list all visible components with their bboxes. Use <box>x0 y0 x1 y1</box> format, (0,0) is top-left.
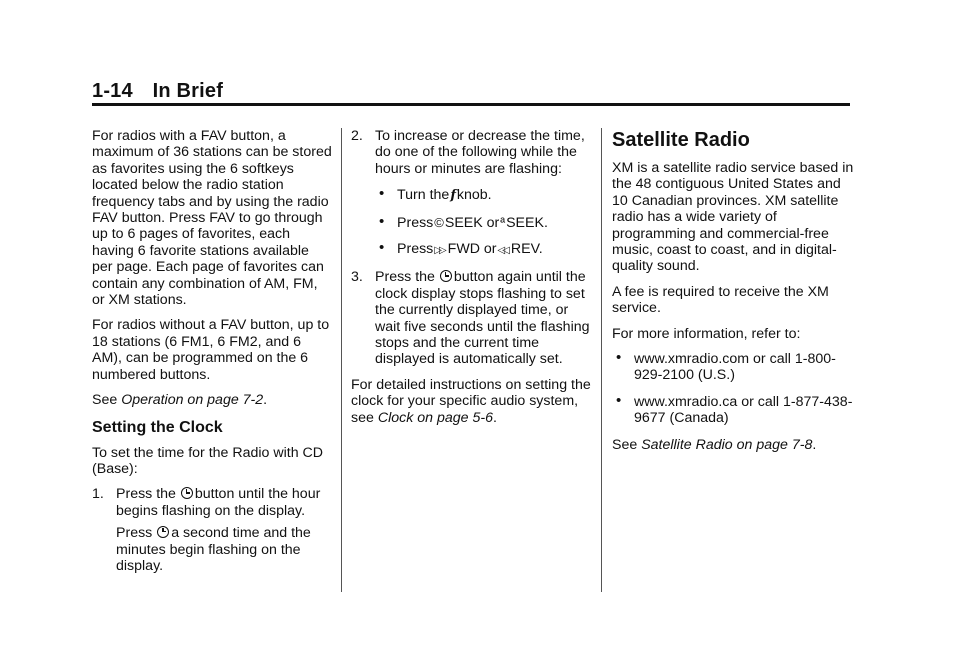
paragraph-fav-button: For radios with a FAV button, a maximum of 36 stations can be stored as favorites using the 6 softkeys located below the radio station frequency tabs and by using the radio FAV button. Press FAV to go through up to 6 pages of favorites, each having 6 favorite stations available per page. Each page of favorites can contain any combination of AM, FM, or XM stations. <box>92 128 332 309</box>
paragraph-detailed-instructions: For detailed instructions on setting the clock for your specific audio system, see Clock on page 5-6. <box>351 376 591 426</box>
header-rule <box>92 103 850 106</box>
column-divider <box>601 128 602 592</box>
seek-back-icon: ª <box>500 214 506 230</box>
step-number: 2. <box>351 128 363 144</box>
step-number: 3. <box>351 269 363 286</box>
bullet-xm-us: • www.xmradio.com or call 1-800-929-2100 (U.S.) <box>616 349 836 384</box>
see-satellite-ref: See Satellite Radio on page 7-8. <box>612 436 817 453</box>
section-heading-setting-clock: Setting the Clock <box>92 418 223 436</box>
bullet-fwd-rev: • Press▷▷ FWD or◁◁ REV. <box>375 241 591 259</box>
page-title: In Brief <box>152 80 224 102</box>
bullet-turn-knob: • Turn thefknob. <box>379 185 492 204</box>
paragraph-xm-service: XM is a satellite radio service based in the 48 contiguous United States and 10 Canadian provinces. XM satellite radio has a wide variety of programming and commercial-free music, coast to coast, and in digital-quality sound. <box>612 160 854 275</box>
paragraph-fee: A fee is required to receive the XM service. <box>612 283 829 317</box>
step-1: 1. Press the button until the hour begins flashing on the display. Press a second time and the minutes begin flashing on the display. <box>92 486 321 574</box>
step-number: 1. <box>92 486 104 503</box>
column-divider <box>341 128 342 592</box>
step-2: 2. To increase or decrease the time, do one of the following while the hours or minutes are flashing: • Turn thefknob. • Press©SEEK orªSEEK. • Press▷▷ FWD or◁◁ REV. <box>351 128 591 259</box>
section-heading-satellite-radio: Satellite Radio <box>612 129 750 151</box>
page-header <box>92 80 223 103</box>
clock-icon <box>440 270 452 282</box>
satellite-radio-link[interactable]: Satellite Radio on page 7-8 <box>641 436 813 453</box>
paragraph-no-fav-button: For radios without a FAV button, up to 18 stations (6 FM1, 6 FM2, and 6 AM), can be programmed on the 6 numbered buttons. <box>92 317 330 383</box>
clock-link[interactable]: Clock on page 5-6 <box>377 409 493 426</box>
clock-icon <box>157 526 169 538</box>
see-operation-ref: See Operation on page 7-2. <box>92 392 268 409</box>
clock-icon <box>181 487 193 499</box>
tune-knob-icon: f <box>450 188 456 204</box>
column-1 <box>92 128 332 583</box>
operation-link[interactable]: Operation on page 7-2 <box>121 392 264 409</box>
paragraph-set-time: To set the time for the Radio with CD (Base): <box>92 444 324 477</box>
seek-forward-icon: © <box>434 214 444 230</box>
bullet-xm-canada: • www.xmradio.ca or call 1-877-438-9677 (Canada) <box>616 391 853 427</box>
column-3 <box>612 128 854 462</box>
fast-forward-icon: ▷▷ <box>434 245 444 257</box>
page-number: 1-14 <box>92 80 133 102</box>
step-3: 3. Press the button again until the clock display stops flashing to set the currently displayed time, or wait five seconds until the flashing stops and the current time displayed is automatically set. <box>351 269 590 368</box>
column-2 <box>351 128 591 435</box>
bullet-seek: • Press©SEEK orªSEEK. <box>379 212 548 231</box>
rewind-icon: ◁◁ <box>497 245 507 257</box>
paragraph-more-info: For more information, refer to: <box>612 325 801 342</box>
